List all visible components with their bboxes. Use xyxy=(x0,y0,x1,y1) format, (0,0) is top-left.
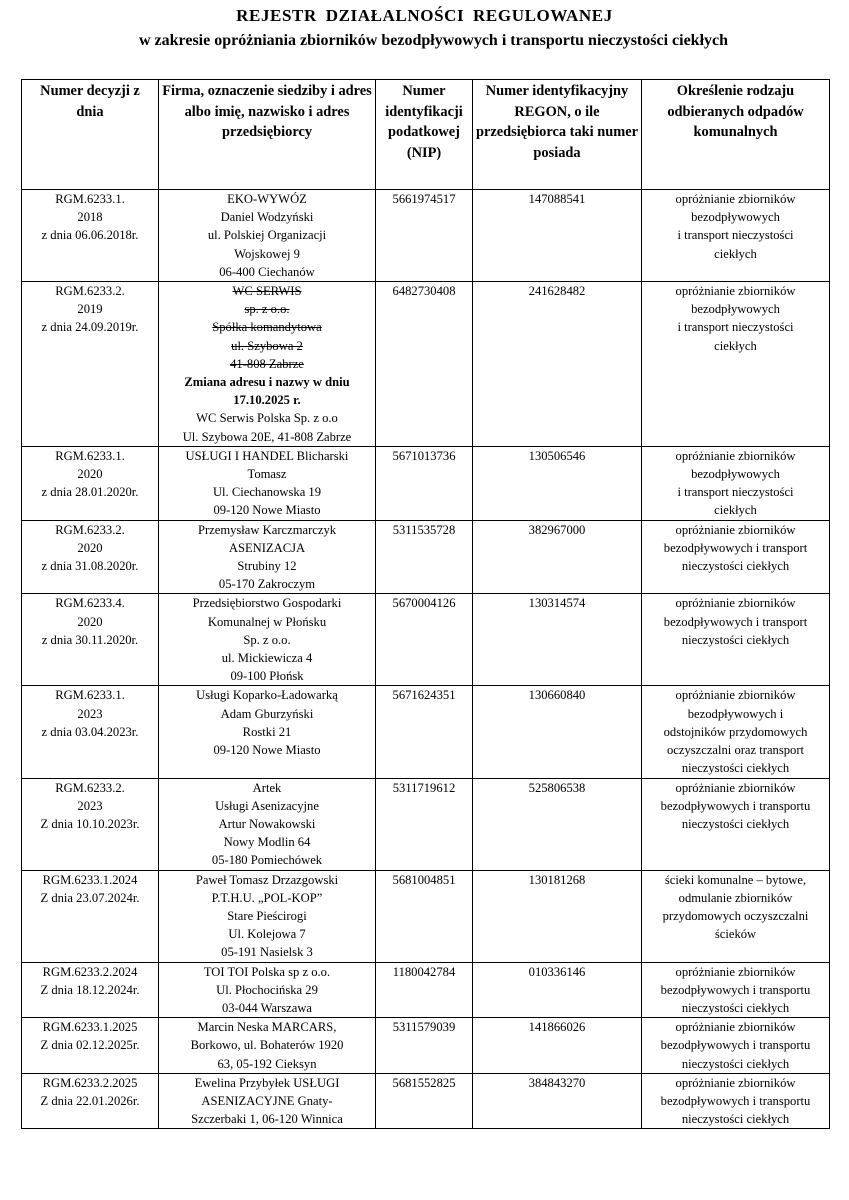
company-line: Strubiny 12 xyxy=(237,559,297,574)
company-line: 09-100 Płońsk xyxy=(230,669,304,684)
document-header xyxy=(0,6,849,51)
decision-line: RGM.6233.1. xyxy=(55,448,125,463)
decision-cell xyxy=(22,686,159,778)
waste-line: ciekłych xyxy=(714,246,757,261)
table-row xyxy=(22,520,830,594)
waste-line: bezodpływowych xyxy=(691,302,780,317)
nip-cell: 5661974517 xyxy=(376,190,473,282)
waste-cell xyxy=(642,686,830,778)
waste-line: ścieków xyxy=(714,927,757,942)
decision-line: 2020 xyxy=(77,540,103,555)
waste-line: opróżnianie zbiorników xyxy=(675,688,796,703)
decision-line: z dnia 31.08.2020r. xyxy=(41,559,139,574)
decision-line: RGM.6233.1.2025 xyxy=(42,1020,138,1035)
regon-cell: 147088541 xyxy=(473,190,642,282)
company-line: 63, 05-192 Cieksyn xyxy=(217,1056,317,1071)
decision-line: Z dnia 10.10.2023r. xyxy=(40,816,140,831)
waste-line: odmulanie zbiorników xyxy=(678,890,793,905)
waste-line: bezodpływowych i transport xyxy=(663,540,808,555)
regon-cell: 010336146 xyxy=(473,962,642,1018)
waste-line: bezodpływowych i transportu xyxy=(660,798,811,813)
waste-cell xyxy=(642,594,830,686)
company-line: Artek xyxy=(252,780,282,795)
table-row xyxy=(22,190,830,282)
nip-cell: 5671013736 xyxy=(376,446,473,520)
company-cell xyxy=(159,870,376,962)
company-line: Ul. Szybowa 20E, 41-808 Zabrze xyxy=(182,429,352,444)
company-change-note: Zmiana adresu i nazwy w dniu xyxy=(184,375,350,390)
waste-line: opróżnianie zbiorników xyxy=(675,448,796,463)
regon-cell: 130314574 xyxy=(473,594,642,686)
company-line-struck: sp. z o.o. xyxy=(244,302,290,317)
waste-line: nieczystości ciekłych xyxy=(681,632,790,647)
waste-cell xyxy=(642,520,830,594)
decision-line: 2020 xyxy=(77,614,103,629)
company-line: 05-170 Zakroczym xyxy=(218,577,316,592)
waste-line: odstojników przydomowych xyxy=(663,724,808,739)
decision-line: 2019 xyxy=(77,302,103,317)
waste-cell xyxy=(642,446,830,520)
company-cell xyxy=(159,520,376,594)
waste-line: nieczystości ciekłych xyxy=(681,761,790,776)
decision-line: z dnia 06.06.2018r. xyxy=(41,228,139,243)
waste-cell xyxy=(642,190,830,282)
regon-cell: 241628482 xyxy=(473,282,642,447)
waste-line: oczyszczalni oraz transport xyxy=(666,743,805,758)
company-cell xyxy=(159,1018,376,1074)
waste-line: opróżnianie zbiorników xyxy=(675,964,796,979)
decision-cell xyxy=(22,1073,159,1129)
company-line: ASENIZACYJNE Gnaty- xyxy=(201,1093,333,1108)
regon-cell: 130506546 xyxy=(473,446,642,520)
company-line: USŁUGI I HANDEL Blicharski xyxy=(185,448,349,463)
waste-line: opróżnianie zbiorników xyxy=(675,192,796,206)
company-line: Stare Pieścirogi xyxy=(227,908,307,923)
table-row xyxy=(22,282,830,447)
decision-cell xyxy=(22,446,159,520)
company-line: EKO-WYWÓZ xyxy=(227,192,307,206)
company-line: ASENIZACJA xyxy=(228,540,306,555)
company-line: TOI TOI Polska sp z o.o. xyxy=(203,964,331,979)
nip-cell: 1180042784 xyxy=(376,962,473,1018)
decision-line: RGM.6233.4. xyxy=(55,596,125,611)
decision-line: Z dnia 23.07.2024r. xyxy=(40,890,140,905)
table-row xyxy=(22,686,830,778)
table-body xyxy=(22,190,830,1129)
table-row xyxy=(22,778,830,870)
waste-line: ścieki komunalne – bytowe, xyxy=(664,872,807,887)
decision-line: Z dnia 22.01.2026r. xyxy=(40,1093,140,1108)
nip-cell: 5681552825 xyxy=(376,1073,473,1129)
nip-cell: 6482730408 xyxy=(376,282,473,447)
waste-cell xyxy=(642,962,830,1018)
company-line-struck: ul. Szybowa 2 xyxy=(231,338,303,353)
table-header xyxy=(22,80,830,190)
company-line: Usługi Koparko-Ładowarką xyxy=(196,688,338,703)
regon-cell: 141866026 xyxy=(473,1018,642,1074)
company-line: Daniel Wodzyński xyxy=(220,210,314,225)
company-cell xyxy=(159,446,376,520)
company-line: Wojskowej 9 xyxy=(234,246,300,261)
decision-line: RGM.6233.2. xyxy=(55,522,125,537)
waste-line: nieczystości ciekłych xyxy=(681,1112,790,1127)
nip-cell: 5671624351 xyxy=(376,686,473,778)
table-row xyxy=(22,594,830,686)
regon-cell: 525806538 xyxy=(473,778,642,870)
waste-cell xyxy=(642,778,830,870)
decision-cell xyxy=(22,282,159,447)
nip-cell: 5311719612 xyxy=(376,778,473,870)
decision-line: 2020 xyxy=(77,467,103,482)
waste-line: nieczystości ciekłych xyxy=(681,1000,790,1015)
waste-cell xyxy=(642,1018,830,1074)
company-line: Nowy Modlin 64 xyxy=(223,835,311,850)
waste-line: i transport nieczystości xyxy=(677,320,794,335)
waste-line: opróżnianie zbiorników xyxy=(675,522,796,537)
regon-cell: 130660840 xyxy=(473,686,642,778)
company-line: Borkowo, ul. Bohaterów 1920 xyxy=(190,1038,344,1053)
company-line: WC Serwis Polska Sp. z o.o xyxy=(196,411,338,426)
company-cell xyxy=(159,282,376,447)
decision-line: 2023 xyxy=(77,798,103,813)
waste-line: opróżnianie zbiorników xyxy=(675,284,796,299)
waste-line: bezodpływowych i transport xyxy=(663,614,808,629)
company-line: 09-120 Nowe Miasto xyxy=(213,503,321,518)
decision-line: RGM.6233.2.2025 xyxy=(42,1075,138,1090)
table-row xyxy=(22,446,830,520)
company-line: Artur Nowakowski xyxy=(218,816,316,831)
decision-line: 2023 xyxy=(77,706,103,721)
waste-line: nieczystości ciekłych xyxy=(681,816,790,831)
waste-line: i transport nieczystości xyxy=(677,228,794,243)
company-line: 05-191 Nasielsk 3 xyxy=(221,945,313,960)
regon-cell: 384843270 xyxy=(473,1073,642,1129)
company-line-struck: 41-808 Zabrze xyxy=(230,356,304,371)
company-cell xyxy=(159,1073,376,1129)
company-cell xyxy=(159,190,376,282)
company-line: Paweł Tomasz Drzazgowski xyxy=(195,872,339,887)
decision-cell xyxy=(22,778,159,870)
company-line: 03-044 Warszawa xyxy=(221,1000,313,1015)
company-line: 05-180 Pomiechówek xyxy=(211,853,323,868)
table-row xyxy=(22,1018,830,1074)
waste-cell xyxy=(642,870,830,962)
decision-line: RGM.6233.2. xyxy=(55,780,125,795)
company-cell xyxy=(159,686,376,778)
waste-line: ciekłych xyxy=(714,503,757,518)
document-subtitle: w zakresie opróżniania zbiorników bezodpływowych i transportu nieczystości ciekłych xyxy=(138,32,729,49)
decision-cell xyxy=(22,962,159,1018)
decision-line: Z dnia 18.12.2024r. xyxy=(40,982,140,997)
company-line: Ewelina Przybyłek USŁUGI xyxy=(194,1075,340,1090)
decision-line: z dnia 28.01.2020r. xyxy=(41,485,139,500)
register-table xyxy=(21,79,830,1129)
waste-line: nieczystości ciekłych xyxy=(681,1056,790,1071)
waste-line: i transport nieczystości xyxy=(677,485,794,500)
decision-cell xyxy=(22,520,159,594)
decision-line: z dnia 24.09.2019r. xyxy=(41,320,139,335)
table-row xyxy=(22,870,830,962)
regon-cell: 382967000 xyxy=(473,520,642,594)
decision-line: 2018 xyxy=(77,210,103,225)
waste-line: bezodpływowych i transportu xyxy=(660,982,811,997)
header-row xyxy=(22,80,830,190)
table-row xyxy=(22,1073,830,1129)
waste-line: opróżnianie zbiorników xyxy=(675,596,796,611)
company-line: Ul. Kolejowa 7 xyxy=(228,927,306,942)
company-line: Przemysław Karczmarczyk xyxy=(197,522,337,537)
company-line: ul. Mickiewicza 4 xyxy=(221,651,313,666)
decision-line: RGM.6233.1. xyxy=(55,688,125,703)
company-line: ul. Polskiej Organizacji xyxy=(207,228,327,243)
decision-cell xyxy=(22,870,159,962)
company-line: Sp. z o.o. xyxy=(243,632,291,647)
decision-line: Z dnia 02.12.2025r. xyxy=(40,1038,140,1053)
header-waste: Określenie rodzaju odbieranych odpadów komunalnych xyxy=(642,80,830,190)
company-line-struck: WC SERWIS xyxy=(232,284,302,299)
company-line: Adam Gburzyński xyxy=(220,706,314,721)
waste-line: bezodpływowych i transportu xyxy=(660,1093,811,1108)
waste-line: ciekłych xyxy=(714,338,757,353)
company-line: 09-120 Nowe Miasto xyxy=(213,743,321,758)
decision-line: RGM.6233.1. xyxy=(55,192,125,206)
company-line: Ul. Płochocińska 29 xyxy=(216,982,318,997)
waste-cell xyxy=(642,282,830,447)
decision-line: RGM.6233.2. xyxy=(55,284,125,299)
waste-line: bezodpływowych xyxy=(691,467,780,482)
company-line: Przedsiębiorstwo Gospodarki xyxy=(192,596,342,611)
nip-cell: 5670004126 xyxy=(376,594,473,686)
decision-cell xyxy=(22,1018,159,1074)
table-row xyxy=(22,962,830,1018)
company-line: Tomasz xyxy=(247,467,287,482)
header-regon: Numer identyfikacyjny REGON, o ile przedsiębiorca taki numer posiada xyxy=(473,80,642,190)
decision-line: RGM.6233.1.2024 xyxy=(42,872,138,887)
company-line: Marcin Neska MARCARS, xyxy=(197,1020,337,1035)
regon-cell: 130181268 xyxy=(473,870,642,962)
company-line: 06-400 Ciechanów xyxy=(219,264,315,279)
company-line: Szczerbaki 1, 06-120 Winnica xyxy=(191,1112,343,1127)
company-cell xyxy=(159,778,376,870)
nip-cell: 5311579039 xyxy=(376,1018,473,1074)
company-line: P.T.H.U. „POL-KOP” xyxy=(211,890,323,905)
company-cell xyxy=(159,962,376,1018)
decision-cell xyxy=(22,594,159,686)
waste-line: przydomowych oczyszczalni xyxy=(662,908,809,923)
decision-line: z dnia 30.11.2020r. xyxy=(41,632,139,647)
company-line: Ul. Ciechanowska 19 xyxy=(212,485,322,500)
waste-line: nieczystości ciekłych xyxy=(681,559,790,574)
waste-line: opróżnianie zbiorników xyxy=(675,1020,796,1035)
company-line: Usługi Asenizacyjne xyxy=(215,798,319,813)
decision-line: RGM.6233.2.2024 xyxy=(42,964,138,979)
company-line: Rostki 21 xyxy=(242,724,292,739)
nip-cell: 5681004851 xyxy=(376,870,473,962)
waste-line: bezodpływowych i transportu xyxy=(660,1038,811,1053)
company-line: Komunalnej w Płońsku xyxy=(207,614,327,629)
header-company: Firma, oznaczenie siedziby i adres albo imię, nazwisko i adres przedsiębiorcy xyxy=(159,80,376,190)
waste-line: opróżnianie zbiorników xyxy=(675,780,796,795)
header-decision: Numer decyzji z dnia xyxy=(22,80,159,190)
company-change-note: 17.10.2025 r. xyxy=(233,393,301,408)
waste-line: bezodpływowych xyxy=(691,210,780,225)
document-title: REJESTR DZIAŁALNOŚCI REGULOWANEJ xyxy=(236,6,613,25)
decision-cell xyxy=(22,190,159,282)
waste-cell xyxy=(642,1073,830,1129)
company-cell xyxy=(159,594,376,686)
decision-line: z dnia 03.04.2023r. xyxy=(41,724,139,739)
waste-line: bezodpływowych i xyxy=(687,706,784,721)
company-line-struck: Spółka komandytowa xyxy=(212,320,322,335)
nip-cell: 5311535728 xyxy=(376,520,473,594)
waste-line: opróżnianie zbiorników xyxy=(675,1075,796,1090)
header-nip: Numer identyfikacji podatkowej (NIP) xyxy=(376,80,473,190)
